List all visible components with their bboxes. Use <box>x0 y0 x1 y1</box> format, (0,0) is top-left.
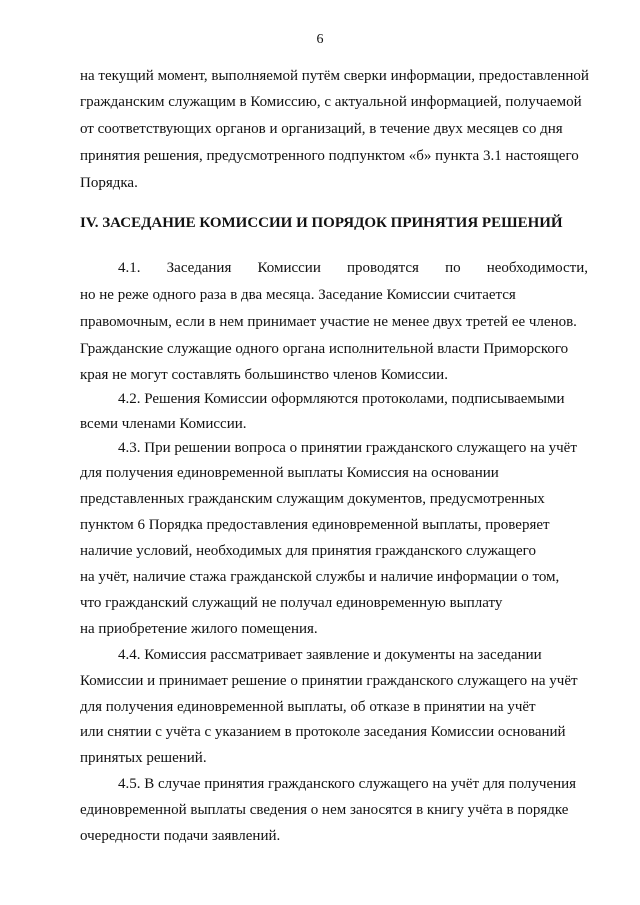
paragraph-4-3-line: что гражданский служащий не получал единовременную выплату <box>80 595 503 611</box>
paragraph-4-4-line: Комиссии и принимает решение о принятии гражданского служащего на учёт <box>80 673 578 689</box>
paragraph-4-3-line: на учёт, наличие стажа гражданской службы и наличие информации о том, <box>80 569 560 585</box>
word: Комиссии <box>257 260 321 276</box>
intro-line: гражданским служащим в Комиссию, с актуальной информацией, получаемой <box>80 94 582 110</box>
paragraph-4-4-line: 4.4. Комиссия рассматривает заявление и документы на заседании <box>118 647 542 663</box>
intro-line: от соответствующих органов и организаций, в течение двух месяцев со дня <box>80 121 563 137</box>
paragraph-4-1-line: правомочным, если в нем принимает участие не менее двух третей ее членов. <box>80 314 577 330</box>
page-number: 6 <box>316 32 324 47</box>
paragraph-4-3-line: наличие условий, необходимых для принятия гражданского служащего <box>80 543 536 559</box>
paragraph-4-5-line: 4.5. В случае принятия гражданского служащего на учёт для получения <box>118 776 577 792</box>
paragraph-4-2-line: всеми членами Комиссии. <box>80 416 247 432</box>
word: необходимости, <box>486 260 588 276</box>
paragraph-4-4-line: для получения единовременной выплаты, об отказе в принятии на учёт <box>80 699 536 715</box>
intro-line: принятия решения, предусмотренного подпунктом «б» пункта 3.1 настоящего <box>80 148 579 164</box>
paragraph-4-3-line: на приобретение жилого помещения. <box>80 621 318 637</box>
section-heading: IV. ЗАСЕДАНИЕ КОМИССИИ И ПОРЯДОК ПРИНЯТИЯ РЕШЕНИЙ <box>80 215 563 231</box>
word: проводятся <box>347 260 419 276</box>
paragraph-4-5-line: единовременной выплаты сведения о нем заносятся в книгу учёта в порядке <box>80 802 569 818</box>
paragraph-4-4-line: или снятии с учёта с указанием в протоколе заседания Комиссии оснований <box>80 724 566 740</box>
paragraph-4-1-line: Гражданские служащие одного органа исполнительной власти Приморского <box>80 341 569 357</box>
paragraph-4-2-line: 4.2. Решения Комиссии оформляются протоколами, подписываемыми <box>118 391 565 407</box>
paragraph-4-3-line: представленных гражданским служащим документов, предусмотренных <box>80 491 545 507</box>
paragraph-4-3-line: для получения единовременной выплаты Комиссия на основании <box>80 465 499 481</box>
paragraph-4-1-first-line <box>118 258 588 278</box>
paragraph-4-4-line: принятых решений. <box>80 750 207 766</box>
paragraph-4-5-line: очередности подачи заявлений. <box>80 828 281 844</box>
word: по <box>445 260 461 276</box>
word: 4.1. <box>118 260 141 276</box>
paragraph-4-1-line: но не реже одного раза в два месяца. Заседание Комиссии считается <box>80 287 516 303</box>
word: Заседания <box>166 260 232 276</box>
intro-line: Порядка. <box>80 175 138 191</box>
paragraph-4-1-line: края не могут составлять большинство членов Комиссии. <box>80 367 448 383</box>
intro-line <box>80 66 588 86</box>
paragraph-4-3-line: пунктом 6 Порядка предоставления единовременной выплаты, проверяет <box>80 517 550 533</box>
paragraph-4-3-line: 4.3. При решении вопроса о принятии гражданского служащего на учёт <box>118 440 577 456</box>
intro-text: на текущий момент, выполняемой путём сверки информации, предоставленной <box>80 68 589 84</box>
